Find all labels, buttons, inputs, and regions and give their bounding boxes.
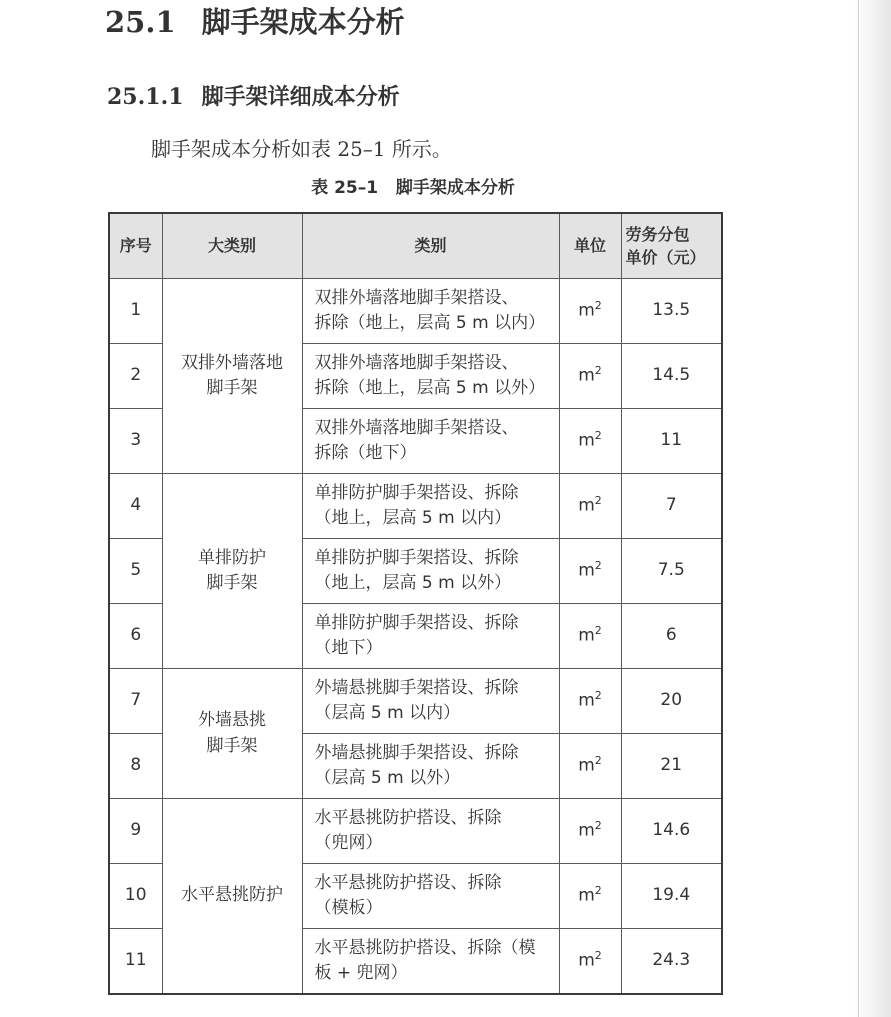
- unit-cell: [559, 929, 621, 995]
- row-seq: 7: [109, 669, 162, 734]
- unit-exponent: 2: [594, 363, 602, 377]
- unit-price-cell: 7.5: [621, 539, 722, 604]
- unit-cell: [559, 409, 621, 474]
- row-seq: 9: [109, 799, 162, 864]
- row-seq: 10: [109, 864, 162, 929]
- row-seq: 3: [109, 409, 162, 474]
- unit-price-cell: 14.6: [621, 799, 722, 864]
- subcategory-line2: （地上，层高 5 m 以内）: [314, 508, 512, 528]
- subcategory-line2: （层高 5 m 以内）: [314, 703, 461, 723]
- section-title: 脚手架成本分析: [201, 5, 405, 39]
- subcategory-line1: 水平悬挑防护搭设、拆除: [314, 872, 502, 893]
- row-seq: 2: [109, 344, 162, 409]
- unit-cell: [559, 604, 621, 669]
- unit-exponent: 2: [594, 818, 602, 832]
- subcategory-cell: [302, 539, 559, 604]
- unit-exponent: 2: [594, 298, 602, 312]
- row-seq: 8: [109, 734, 162, 799]
- subcategory-line2: （兜网）: [314, 833, 383, 853]
- unit-base: m: [578, 885, 595, 906]
- subcategory-cell: [302, 474, 559, 539]
- category-line1: 外墙悬挑: [198, 710, 266, 730]
- subsection-heading: [107, 80, 400, 111]
- category-line2: 脚手架: [206, 735, 258, 756]
- unit-base: m: [578, 625, 595, 646]
- subcategory-line2: （模板）: [314, 898, 383, 918]
- subcategory-cell: [302, 734, 559, 799]
- subcategory-line2: 板 + 兜网）: [314, 963, 408, 983]
- header-unit-price: [621, 213, 722, 279]
- table-caption: 表 25–1 脚手架成本分析: [311, 178, 515, 198]
- subcategory-cell: [302, 864, 559, 929]
- subcategory-line2: （地下）: [314, 638, 383, 658]
- category-line1: 双排外墙落地: [181, 352, 283, 373]
- unit-price-cell: 21: [621, 734, 722, 799]
- section-heading: [105, 0, 405, 41]
- subcategory-cell: [302, 669, 559, 734]
- category-line1: 水平悬挑防护: [181, 885, 283, 906]
- unit-base: m: [578, 690, 595, 711]
- unit-cell: [559, 864, 621, 929]
- subcategory-line1: 单排防护脚手架搭设、拆除: [314, 547, 519, 568]
- unit-base: m: [578, 755, 595, 776]
- category-line2: 脚手架: [206, 573, 258, 593]
- subcategory-cell: [302, 604, 559, 669]
- unit-price-cell: 6: [621, 604, 722, 669]
- unit-base: m: [578, 300, 595, 321]
- subcategory-cell: [302, 929, 559, 995]
- subcategory-line2: （层高 5 m 以外）: [314, 768, 461, 788]
- unit-base: m: [578, 820, 595, 841]
- intro-paragraph: 脚手架成本分析如表 25–1 所示。: [151, 137, 452, 161]
- subcategory-line2: 拆除（地下）: [314, 443, 417, 463]
- row-seq: 4: [109, 474, 162, 539]
- subcategory-cell: [302, 799, 559, 864]
- unit-exponent: 2: [594, 558, 602, 572]
- subcategory-line1: 单排防护脚手架搭设、拆除: [314, 482, 519, 503]
- unit-cell: [559, 669, 621, 734]
- header-seq: 序号: [109, 213, 162, 279]
- subcategory-line2: （地上，层高 5 m 以外）: [314, 573, 512, 593]
- row-seq: 6: [109, 604, 162, 669]
- subcategory-line1: 双排外墙落地脚手架搭设、: [314, 417, 519, 438]
- unit-cell: [559, 474, 621, 539]
- unit-exponent: 2: [594, 428, 602, 442]
- subcategory-line1: 外墙悬挑脚手架搭设、拆除: [314, 677, 519, 698]
- subcategory-line1: 外墙悬挑脚手架搭设、拆除: [314, 742, 519, 763]
- subcategory-cell: [302, 409, 559, 474]
- unit-exponent: 2: [594, 623, 602, 637]
- unit-base: m: [578, 950, 595, 971]
- row-seq: 5: [109, 539, 162, 604]
- scaffold-cost-table: [108, 212, 723, 995]
- unit-price-cell: 19.4: [621, 864, 722, 929]
- unit-price-cell: 11: [621, 409, 722, 474]
- unit-cell: [559, 279, 621, 344]
- unit-exponent: 2: [594, 753, 602, 767]
- header-subcategory: 类别: [302, 213, 559, 279]
- subcategory-line2: 拆除（地上，层高 5 m 以外）: [314, 378, 546, 398]
- unit-price-cell: 13.5: [621, 279, 722, 344]
- unit-price-cell: 20: [621, 669, 722, 734]
- table-row: [109, 799, 722, 864]
- category-line1: 单排防护: [198, 547, 266, 568]
- subsection-number: 25.1.1: [107, 84, 184, 110]
- unit-exponent: 2: [594, 493, 602, 507]
- category-cell: [162, 799, 302, 995]
- subcategory-line1: 单排防护脚手架搭设、拆除: [314, 612, 519, 633]
- subcategory-line2: 拆除（地上，层高 5 m 以内）: [314, 313, 546, 333]
- unit-base: m: [578, 430, 595, 451]
- unit-cell: [559, 799, 621, 864]
- subcategory-line1: 双排外墙落地脚手架搭设、: [314, 287, 519, 308]
- row-seq: 11: [109, 929, 162, 995]
- category-cell: [162, 279, 302, 474]
- unit-cell: [559, 539, 621, 604]
- subcategory-line1: 水平悬挑防护搭设、拆除: [314, 807, 502, 828]
- unit-exponent: 2: [594, 948, 602, 962]
- subcategory-line1: 双排外墙落地脚手架搭设、: [314, 352, 519, 373]
- unit-cell: [559, 734, 621, 799]
- page-edge-line: [858, 0, 859, 1017]
- unit-exponent: 2: [594, 883, 602, 897]
- unit-price-cell: 24.3: [621, 929, 722, 995]
- table-row: [109, 474, 722, 539]
- table-row: [109, 669, 722, 734]
- header-unit: 单位: [559, 213, 621, 279]
- row-seq: 1: [109, 279, 162, 344]
- unit-exponent: 2: [594, 688, 602, 702]
- unit-base: m: [578, 365, 595, 386]
- subcategory-cell: [302, 279, 559, 344]
- table-header-row: [109, 213, 722, 279]
- unit-cell: [559, 344, 621, 409]
- subcategory-line1: 水平悬挑防护搭设、拆除（模: [314, 937, 536, 958]
- header-price-line2: 单价（元）: [625, 248, 706, 267]
- unit-price-cell: 7: [621, 474, 722, 539]
- unit-base: m: [578, 560, 595, 581]
- category-cell: [162, 474, 302, 669]
- category-line2: 脚手架: [206, 378, 258, 398]
- unit-price-cell: 14.5: [621, 344, 722, 409]
- subcategory-cell: [302, 344, 559, 409]
- category-cell: [162, 669, 302, 799]
- table-body: [109, 279, 722, 995]
- subsection-title: 脚手架详细成本分析: [201, 85, 400, 110]
- header-price-line1: 劳务分包: [625, 224, 690, 244]
- section-number: 25.1: [105, 5, 176, 39]
- header-category: 大类别: [162, 213, 302, 279]
- table-row: [109, 279, 722, 344]
- unit-base: m: [578, 495, 595, 516]
